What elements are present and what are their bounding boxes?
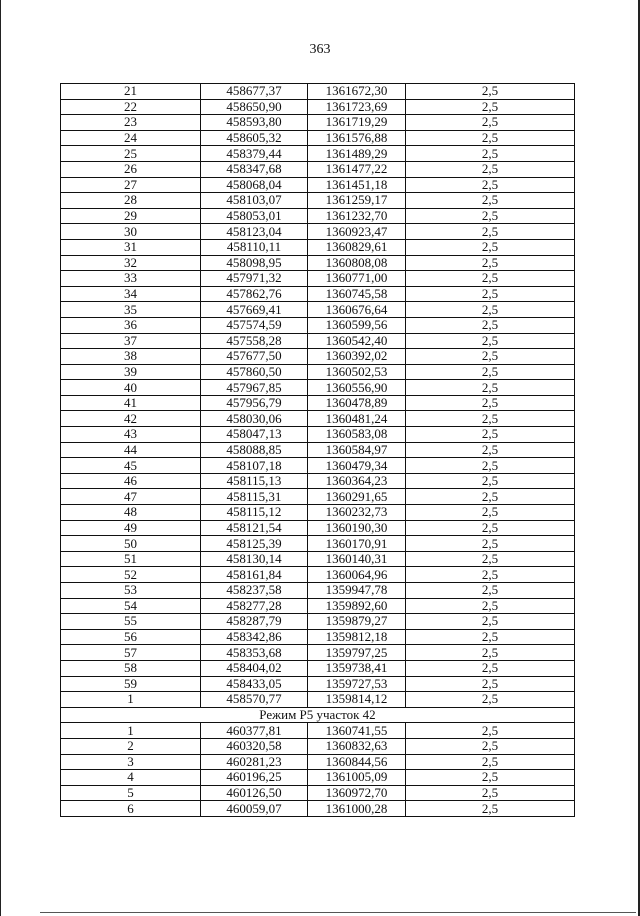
x-coordinate-cell: 460196,25 [201, 770, 308, 786]
value-cell: 2,5 [406, 161, 575, 177]
table-row [61, 660, 575, 676]
y-coordinate-cell: 1360140,31 [308, 551, 406, 567]
x-coordinate-cell: 457677,50 [201, 349, 308, 365]
x-coordinate-cell: 458115,13 [201, 473, 308, 489]
point-number-cell: 4 [61, 770, 201, 786]
x-coordinate-cell: 457669,41 [201, 302, 308, 318]
value-cell: 2,5 [406, 676, 575, 692]
x-coordinate-cell: 458110,11 [201, 239, 308, 255]
point-number-cell: 30 [61, 224, 201, 240]
x-coordinate-cell: 458404,02 [201, 660, 308, 676]
table-row [61, 785, 575, 801]
x-coordinate-cell: 457574,59 [201, 317, 308, 333]
value-cell: 2,5 [406, 770, 575, 786]
x-coordinate-cell: 458121,54 [201, 520, 308, 536]
table-row [61, 567, 575, 583]
x-coordinate-cell: 458030,06 [201, 411, 308, 427]
y-coordinate-cell: 1359814,12 [308, 692, 406, 708]
point-number-cell: 59 [61, 676, 201, 692]
table-row [61, 411, 575, 427]
x-coordinate-cell: 458277,28 [201, 598, 308, 614]
y-coordinate-cell: 1360291,65 [308, 489, 406, 505]
point-number-cell: 32 [61, 255, 201, 271]
table-row [61, 723, 575, 739]
y-coordinate-cell: 1360556,90 [308, 380, 406, 396]
y-coordinate-cell: 1360599,56 [308, 317, 406, 333]
value-cell: 2,5 [406, 286, 575, 302]
y-coordinate-cell: 1360190,30 [308, 520, 406, 536]
value-cell: 2,5 [406, 567, 575, 583]
table-row [61, 676, 575, 692]
y-coordinate-cell: 1359797,25 [308, 645, 406, 661]
x-coordinate-cell: 458125,39 [201, 536, 308, 552]
y-coordinate-cell: 1360064,96 [308, 567, 406, 583]
value-cell: 2,5 [406, 411, 575, 427]
x-coordinate-cell: 460320,58 [201, 738, 308, 754]
y-coordinate-cell: 1360741,55 [308, 723, 406, 739]
value-cell: 2,5 [406, 629, 575, 645]
value-cell: 2,5 [406, 84, 575, 100]
y-coordinate-cell: 1359892,60 [308, 598, 406, 614]
value-cell: 2,5 [406, 505, 575, 521]
x-coordinate-cell: 458107,18 [201, 458, 308, 474]
value-cell: 2,5 [406, 302, 575, 318]
x-coordinate-cell: 458605,32 [201, 130, 308, 146]
y-coordinate-cell: 1359738,41 [308, 660, 406, 676]
point-number-cell: 1 [61, 692, 201, 708]
y-coordinate-cell: 1360829,61 [308, 239, 406, 255]
table-row [61, 161, 575, 177]
table-row [61, 177, 575, 193]
x-coordinate-cell: 458570,77 [201, 692, 308, 708]
x-coordinate-cell: 457956,79 [201, 395, 308, 411]
point-number-cell: 21 [61, 84, 201, 100]
x-coordinate-cell: 458379,44 [201, 146, 308, 162]
scan-bottom-line [40, 912, 636, 913]
x-coordinate-cell: 458161,84 [201, 567, 308, 583]
point-number-cell: 31 [61, 239, 201, 255]
y-coordinate-cell: 1361672,30 [308, 84, 406, 100]
point-number-cell: 45 [61, 458, 201, 474]
y-coordinate-cell: 1361232,70 [308, 208, 406, 224]
value-cell: 2,5 [406, 583, 575, 599]
point-number-cell: 6 [61, 801, 201, 817]
y-coordinate-cell: 1360844,56 [308, 754, 406, 770]
y-coordinate-cell: 1360481,24 [308, 411, 406, 427]
value-cell: 2,5 [406, 177, 575, 193]
table-row [61, 614, 575, 630]
value-cell: 2,5 [406, 692, 575, 708]
point-number-cell: 5 [61, 785, 201, 801]
x-coordinate-cell: 458342,86 [201, 629, 308, 645]
point-number-cell: 54 [61, 598, 201, 614]
x-coordinate-cell: 457971,32 [201, 271, 308, 287]
table-row [61, 473, 575, 489]
x-coordinate-cell: 458088,85 [201, 442, 308, 458]
point-number-cell: 36 [61, 317, 201, 333]
value-cell: 2,5 [406, 754, 575, 770]
point-number-cell: 29 [61, 208, 201, 224]
y-coordinate-cell: 1360478,89 [308, 395, 406, 411]
value-cell: 2,5 [406, 536, 575, 552]
x-coordinate-cell: 458053,01 [201, 208, 308, 224]
x-coordinate-cell: 457558,28 [201, 333, 308, 349]
table-row [61, 99, 575, 115]
table-row [61, 130, 575, 146]
value-cell: 2,5 [406, 349, 575, 365]
table-row [61, 427, 575, 443]
point-number-cell: 24 [61, 130, 201, 146]
y-coordinate-cell: 1360584,97 [308, 442, 406, 458]
point-number-cell: 33 [61, 271, 201, 287]
table-row [61, 629, 575, 645]
table-row [61, 271, 575, 287]
point-number-cell: 57 [61, 645, 201, 661]
x-coordinate-cell: 460059,07 [201, 801, 308, 817]
value-cell: 2,5 [406, 99, 575, 115]
point-number-cell: 50 [61, 536, 201, 552]
point-number-cell: 47 [61, 489, 201, 505]
table-row [61, 255, 575, 271]
table-row [61, 505, 575, 521]
value-cell: 2,5 [406, 660, 575, 676]
value-cell: 2,5 [406, 193, 575, 209]
point-number-cell: 37 [61, 333, 201, 349]
x-coordinate-cell: 458098,95 [201, 255, 308, 271]
x-coordinate-cell: 458130,14 [201, 551, 308, 567]
y-coordinate-cell: 1360923,47 [308, 224, 406, 240]
x-coordinate-cell: 458103,07 [201, 193, 308, 209]
y-coordinate-cell: 1359727,53 [308, 676, 406, 692]
point-number-cell: 25 [61, 146, 201, 162]
y-coordinate-cell: 1361723,69 [308, 99, 406, 115]
value-cell: 2,5 [406, 255, 575, 271]
value-cell: 2,5 [406, 239, 575, 255]
x-coordinate-cell: 458068,04 [201, 177, 308, 193]
value-cell: 2,5 [406, 614, 575, 630]
table-row [61, 598, 575, 614]
point-number-cell: 35 [61, 302, 201, 318]
table-row [61, 442, 575, 458]
x-coordinate-cell: 458237,58 [201, 583, 308, 599]
table-row [61, 146, 575, 162]
table-row [61, 224, 575, 240]
value-cell: 2,5 [406, 115, 575, 131]
y-coordinate-cell: 1359947,78 [308, 583, 406, 599]
point-number-cell: 51 [61, 551, 201, 567]
x-coordinate-cell: 458347,68 [201, 161, 308, 177]
x-coordinate-cell: 460126,50 [201, 785, 308, 801]
point-number-cell: 53 [61, 583, 201, 599]
point-number-cell: 58 [61, 660, 201, 676]
table-row [61, 551, 575, 567]
y-coordinate-cell: 1360972,70 [308, 785, 406, 801]
table-row [61, 286, 575, 302]
y-coordinate-cell: 1360479,34 [308, 458, 406, 474]
table-row [61, 364, 575, 380]
point-number-cell: 43 [61, 427, 201, 443]
y-coordinate-cell: 1361000,28 [308, 801, 406, 817]
table-row [61, 302, 575, 318]
y-coordinate-cell: 1360808,08 [308, 255, 406, 271]
value-cell: 2,5 [406, 458, 575, 474]
table-row [61, 754, 575, 770]
y-coordinate-cell: 1360832,63 [308, 738, 406, 754]
point-number-cell: 3 [61, 754, 201, 770]
point-number-cell: 26 [61, 161, 201, 177]
point-number-cell: 28 [61, 193, 201, 209]
table-row [61, 489, 575, 505]
value-cell: 2,5 [406, 785, 575, 801]
table-row [61, 349, 575, 365]
table-row [61, 115, 575, 131]
table-row [61, 380, 575, 396]
table-row [61, 239, 575, 255]
y-coordinate-cell: 1360542,40 [308, 333, 406, 349]
point-number-cell: 41 [61, 395, 201, 411]
y-coordinate-cell: 1361005,09 [308, 770, 406, 786]
table-row [61, 193, 575, 209]
table-row [61, 395, 575, 411]
point-number-cell: 48 [61, 505, 201, 521]
x-coordinate-cell: 458677,37 [201, 84, 308, 100]
value-cell: 2,5 [406, 380, 575, 396]
point-number-cell: 44 [61, 442, 201, 458]
page-number: 363 [309, 42, 331, 57]
value-cell: 2,5 [406, 442, 575, 458]
x-coordinate-cell: 457862,76 [201, 286, 308, 302]
point-number-cell: 49 [61, 520, 201, 536]
value-cell: 2,5 [406, 333, 575, 349]
value-cell: 2,5 [406, 738, 575, 754]
value-cell: 2,5 [406, 473, 575, 489]
x-coordinate-cell: 458115,31 [201, 489, 308, 505]
x-coordinate-cell: 458047,13 [201, 427, 308, 443]
value-cell: 2,5 [406, 224, 575, 240]
value-cell: 2,5 [406, 520, 575, 536]
point-number-cell: 27 [61, 177, 201, 193]
point-number-cell: 46 [61, 473, 201, 489]
y-coordinate-cell: 1359812,18 [308, 629, 406, 645]
point-number-cell: 56 [61, 629, 201, 645]
y-coordinate-cell: 1359879,27 [308, 614, 406, 630]
value-cell: 2,5 [406, 395, 575, 411]
value-cell: 2,5 [406, 130, 575, 146]
point-number-cell: 42 [61, 411, 201, 427]
y-coordinate-cell: 1361477,22 [308, 161, 406, 177]
y-coordinate-cell: 1361489,29 [308, 146, 406, 162]
table-row [61, 333, 575, 349]
table-row [61, 583, 575, 599]
x-coordinate-cell: 457860,50 [201, 364, 308, 380]
point-number-cell: 23 [61, 115, 201, 131]
y-coordinate-cell: 1360676,64 [308, 302, 406, 318]
y-coordinate-cell: 1361719,29 [308, 115, 406, 131]
value-cell: 2,5 [406, 645, 575, 661]
point-number-cell: 34 [61, 286, 201, 302]
point-number-cell: 1 [61, 723, 201, 739]
value-cell: 2,5 [406, 801, 575, 817]
section-title: Режим Р5 участок 42 [61, 707, 575, 723]
value-cell: 2,5 [406, 271, 575, 287]
value-cell: 2,5 [406, 551, 575, 567]
table-row [61, 84, 575, 100]
x-coordinate-cell: 457967,85 [201, 380, 308, 396]
value-cell: 2,5 [406, 427, 575, 443]
y-coordinate-cell: 1360745,58 [308, 286, 406, 302]
y-coordinate-cell: 1360170,91 [308, 536, 406, 552]
value-cell: 2,5 [406, 364, 575, 380]
x-coordinate-cell: 458650,90 [201, 99, 308, 115]
y-coordinate-cell: 1360364,23 [308, 473, 406, 489]
table-row [61, 770, 575, 786]
x-coordinate-cell: 458353,68 [201, 645, 308, 661]
section-header-row [61, 707, 575, 723]
y-coordinate-cell: 1361576,88 [308, 130, 406, 146]
y-coordinate-cell: 1360771,00 [308, 271, 406, 287]
table-row [61, 801, 575, 817]
x-coordinate-cell: 458287,79 [201, 614, 308, 630]
point-number-cell: 52 [61, 567, 201, 583]
y-coordinate-cell: 1360502,53 [308, 364, 406, 380]
y-coordinate-cell: 1361259,17 [308, 193, 406, 209]
value-cell: 2,5 [406, 317, 575, 333]
y-coordinate-cell: 1360583,08 [308, 427, 406, 443]
table-row [61, 208, 575, 224]
x-coordinate-cell: 458593,80 [201, 115, 308, 131]
value-cell: 2,5 [406, 208, 575, 224]
point-number-cell: 40 [61, 380, 201, 396]
table-row [61, 520, 575, 536]
value-cell: 2,5 [406, 598, 575, 614]
point-number-cell: 55 [61, 614, 201, 630]
value-cell: 2,5 [406, 146, 575, 162]
value-cell: 2,5 [406, 723, 575, 739]
y-coordinate-cell: 1361451,18 [308, 177, 406, 193]
table-row [61, 458, 575, 474]
point-number-cell: 39 [61, 364, 201, 380]
table-row [61, 692, 575, 708]
point-number-cell: 2 [61, 738, 201, 754]
scan-left-border [0, 0, 1, 916]
x-coordinate-cell: 458115,12 [201, 505, 308, 521]
point-number-cell: 22 [61, 99, 201, 115]
point-number-cell: 38 [61, 349, 201, 365]
table-row [61, 536, 575, 552]
x-coordinate-cell: 460281,23 [201, 754, 308, 770]
y-coordinate-cell: 1360232,73 [308, 505, 406, 521]
coordinates-table-body [61, 84, 575, 817]
x-coordinate-cell: 458123,04 [201, 224, 308, 240]
coordinates-table [60, 83, 575, 817]
table-row [61, 645, 575, 661]
y-coordinate-cell: 1360392,02 [308, 349, 406, 365]
x-coordinate-cell: 460377,81 [201, 723, 308, 739]
x-coordinate-cell: 458433,05 [201, 676, 308, 692]
value-cell: 2,5 [406, 489, 575, 505]
table-row [61, 317, 575, 333]
table-row [61, 738, 575, 754]
